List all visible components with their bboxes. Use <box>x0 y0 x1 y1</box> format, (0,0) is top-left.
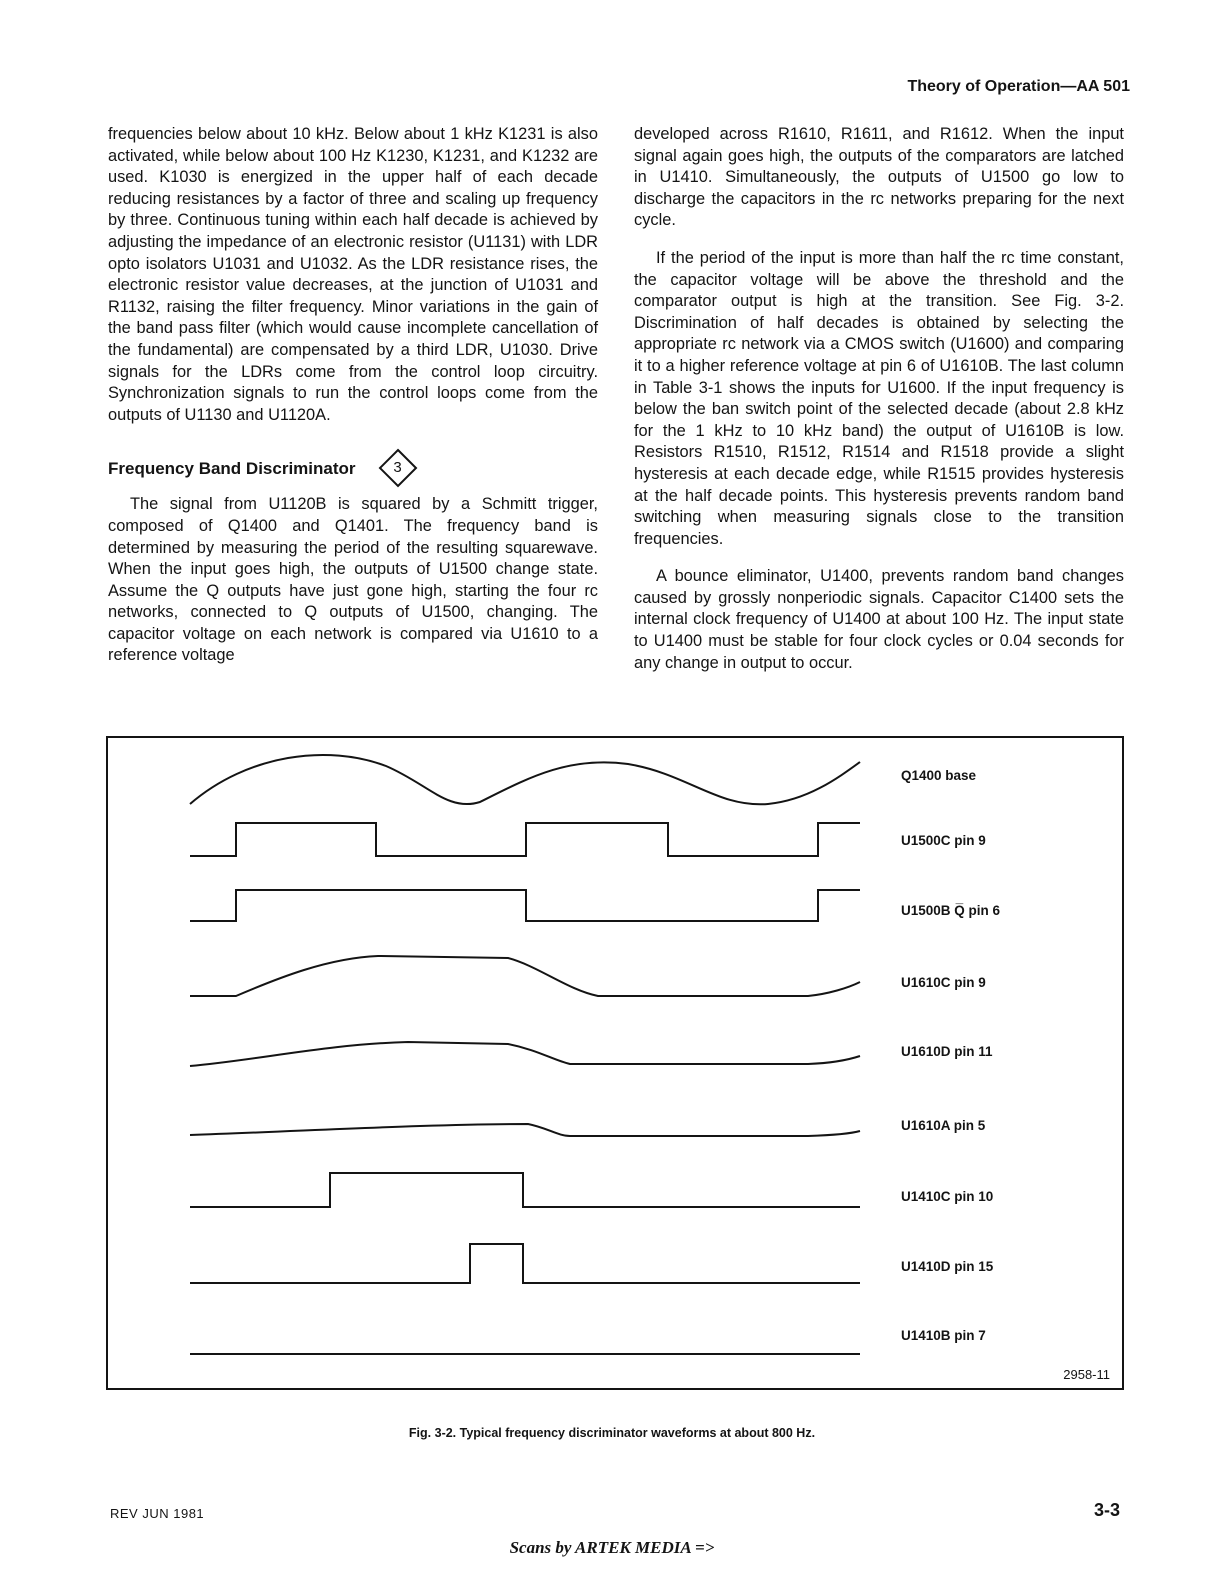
figure-number: 2958-11 <box>1063 1367 1110 1382</box>
signal-label-u1500c-pin9: U1500C pin 9 <box>901 833 986 848</box>
signal-label-u1610d-pin11: U1610D pin 11 <box>901 1044 993 1059</box>
signal-label-q1400-base: Q1400 base <box>901 768 977 783</box>
page-number: 3-3 <box>1093 1500 1120 1520</box>
left-paragraph-2: The signal from U1120B is squared by a Schmitt trigger, composed of Q1400 and Q1401. The frequency band is determined by measuring the period of the resulting squarewave. When the input goes high, the outputs of U1500 change state. Assume the Q outputs have just gone high, starting the four rc networks, connected to Q outputs of U1500, changing. The capacitor voltage on each network is compared via U1610 to a reference voltage <box>108 495 598 665</box>
waveform-u1410d-pin15 <box>190 1244 860 1283</box>
section-heading: Frequency Band Discriminator <box>108 458 356 478</box>
waveform-u1610a-pin5 <box>190 1124 860 1136</box>
waveform-u1610d-pin11 <box>190 1042 860 1066</box>
diamond-badge-icon <box>378 448 418 488</box>
right-column <box>634 124 1124 690</box>
left-column <box>108 124 598 683</box>
waveform-u1500c-pin9 <box>190 823 860 856</box>
right-paragraph-2: If the period of the input is more than half the rc time constant, the capacitor voltage will be above the threshold and the comparator output is high at the transition. See Fig. 3-2. Discrimination of half decades is obtained by selecting the appropriate rc network via a CMOS switch (U1600) and comparing it to a higher reference voltage at pin 6 of U1610B. The last column in Table 3-1 shows the inputs for U1600. If the input frequency is below the ban switch point of the selected decade (about 2.8 kHz for the 1 kHz to 10 kHz band) the output of U1610B is low. Resistors R1510, R1512, R1514 and R1518 provide a slight hysteresis at each decade edge, while R1515 provides hysteresis at the half decade points. This hysteresis prevents random band switching when measuring signals close to the transition frequencies. <box>634 248 1124 548</box>
signal-label-u1610a-pin5: U1610A pin 5 <box>901 1118 986 1133</box>
left-paragraph-1: frequencies below about 10 kHz. Below about 1 kHz K1231 is also activated, while below about 100 Hz K1230, K1231, and K1232 are used. K1030 is energized in the upper half of each decade reducing resistances by a factor of three and scaling up frequency by three. Continuous tuning within each half decade is achieved by adjusting the impedance of an electronic resistor (U1131) with LDR opto isolators U1031 and U1032. As the LDR resistance rises, the electronic resistor value decreases, at the junction of U1031 and R1132, raising the filter frequency. Minor variations in the gain of the band pass filter (which would cause incomplete cancellation of the fundamental) are compensated by a third LDR, U1030. Drive signals for the LDRs come from the control loop circuitry. Synchronization signals to run the control loops come from the outputs of U1130 and U1120A. <box>108 125 598 424</box>
section-heading-row <box>108 448 598 488</box>
waveform-u1500b-pin6 <box>190 890 860 921</box>
waveform-figure <box>106 736 1124 1390</box>
signal-label-u1500b-pin6: U1500B Q̅ pin 6 <box>901 903 1001 918</box>
running-header: Theory of Operation—AA 501 <box>907 78 1130 95</box>
signal-label-u1610c-pin9: U1610C pin 9 <box>901 975 986 990</box>
revision-date: REV JUN 1981 <box>110 1506 205 1521</box>
signal-label-u1410c-pin10: U1410C pin 10 <box>901 1189 994 1204</box>
diamond-badge-number: 3 <box>393 459 402 477</box>
scan-credit: Scans by ARTEK MEDIA => <box>509 1538 715 1557</box>
waveform-q1400-base <box>190 755 860 804</box>
figure-caption: Fig. 3-2. Typical frequency discriminator waveforms at about 800 Hz. <box>408 1426 816 1440</box>
signal-label-u1410b-pin7: U1410B pin 7 <box>901 1328 986 1343</box>
waveform-u1410c-pin10 <box>190 1173 860 1207</box>
waveform-u1610c-pin9 <box>190 956 860 996</box>
signal-label-u1410d-pin15: U1410D pin 15 <box>901 1259 994 1274</box>
right-paragraph-3: A bounce eliminator, U1400, prevents random band changes caused by grossly nonperiodic signals. Capacitor C1400 sets the internal clock frequency of U1400 at about 100 Hz. The input state to U1400 must be stable for four clock cycles or 0.04 seconds for any change in output to occur. <box>634 567 1124 672</box>
right-paragraph-1: developed across R1610, R1611, and R1612. When the input signal again goes high, the outputs of the comparators are latched in U1410. Simultaneously, the outputs of U1500 go low to discharge the capacitors in the rc networks preparing for the next cycle. <box>634 125 1124 230</box>
